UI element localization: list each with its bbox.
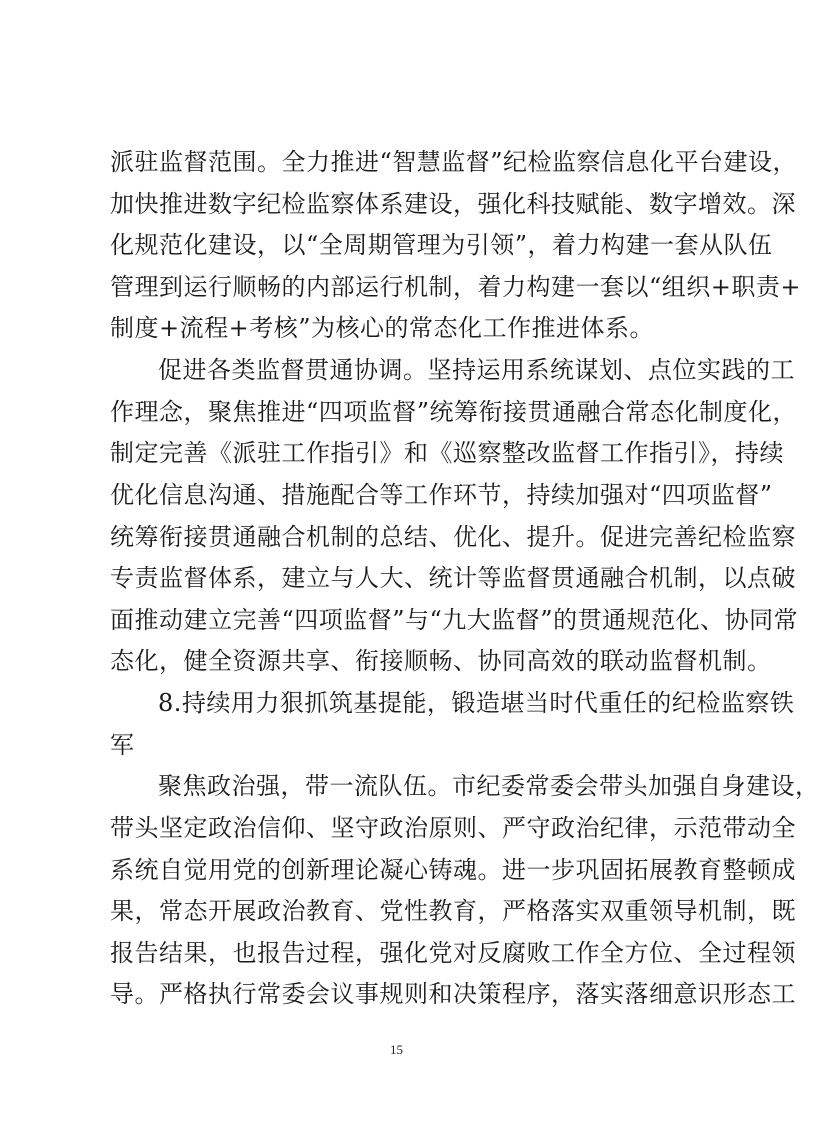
section-heading: 军 bbox=[110, 730, 135, 759]
body-text-line: 化规范化建设，以“全周期管理为引领”，着力构建一套从队伍 bbox=[110, 231, 773, 260]
body-text-line: 专责监督体系，建立与人大、统计等监督贯通融合机制，以点破 bbox=[110, 564, 796, 593]
body-text-line: 加快推进数字纪检监察体系建设，强化科技赋能、数字增效。深 bbox=[110, 189, 796, 218]
section-heading: 8.持续用力狠抓筑基提能，锻造堪当时代重任的纪检监察铁 bbox=[158, 689, 795, 718]
body-text-line: 派驻监督范围。全力推进“智慧监督”纪检监察信息化平台建设， bbox=[110, 148, 798, 176]
body-text-line: 报告结果，也报告过程，强化党对反腐败工作全方位、全过程领 bbox=[110, 938, 796, 967]
body-text-line: 制度+流程+考核”为核心的常态化工作推进体系。 bbox=[110, 314, 654, 343]
body-text-line: 统筹衔接贯通融合机制的总结、优化、提升。促进完善纪检监察 bbox=[110, 522, 796, 551]
body-text-line: 导。严格执行常委会议事规则和决策程序，落实落细意识形态工 bbox=[110, 980, 796, 1009]
body-text-line: 制定完善《派驻工作指引》和《巡察整改监督工作指引》，持续 bbox=[110, 439, 784, 468]
body-text-line: 作理念，聚焦推进“四项监督”统筹衔接贯通融合常态化制度化， bbox=[110, 397, 798, 426]
page-number: 15 bbox=[390, 1042, 403, 1057]
body-text-line: 态化，健全资源共享、衔接顺畅、协同高效的联动监督机制。 bbox=[110, 647, 772, 676]
body-text-line: 系统自觉用党的创新理论凝心铸魂。进一步巩固拓展教育整顿成 bbox=[110, 855, 796, 884]
body-text-line: 面推动建立完善“四项监督”与“九大监督”的贯通规范化、协同常 bbox=[110, 605, 799, 634]
paragraph-first-line: 促进各类监督贯通协调。坚持运用系统谋划、点位实践的工 bbox=[158, 356, 795, 385]
body-text-line: 带头坚定政治信仰、坚守政治原则、严守政治纪律，示范带动全 bbox=[110, 813, 796, 842]
body-text-line: 果，常态开展政治教育、党性教育，严格落实双重领导机制，既 bbox=[110, 897, 796, 926]
body-text-line: 优化信息沟通、措施配合等工作环节，持续加强对“四项监督” bbox=[110, 480, 773, 509]
paragraph-first-line: 聚焦政治强，带一流队伍。市纪委常委会带头加强自身建设， bbox=[158, 772, 820, 801]
body-text-line: 管理到运行顺畅的内部运行机制，着力构建一套以“组织+职责+ bbox=[110, 272, 801, 301]
